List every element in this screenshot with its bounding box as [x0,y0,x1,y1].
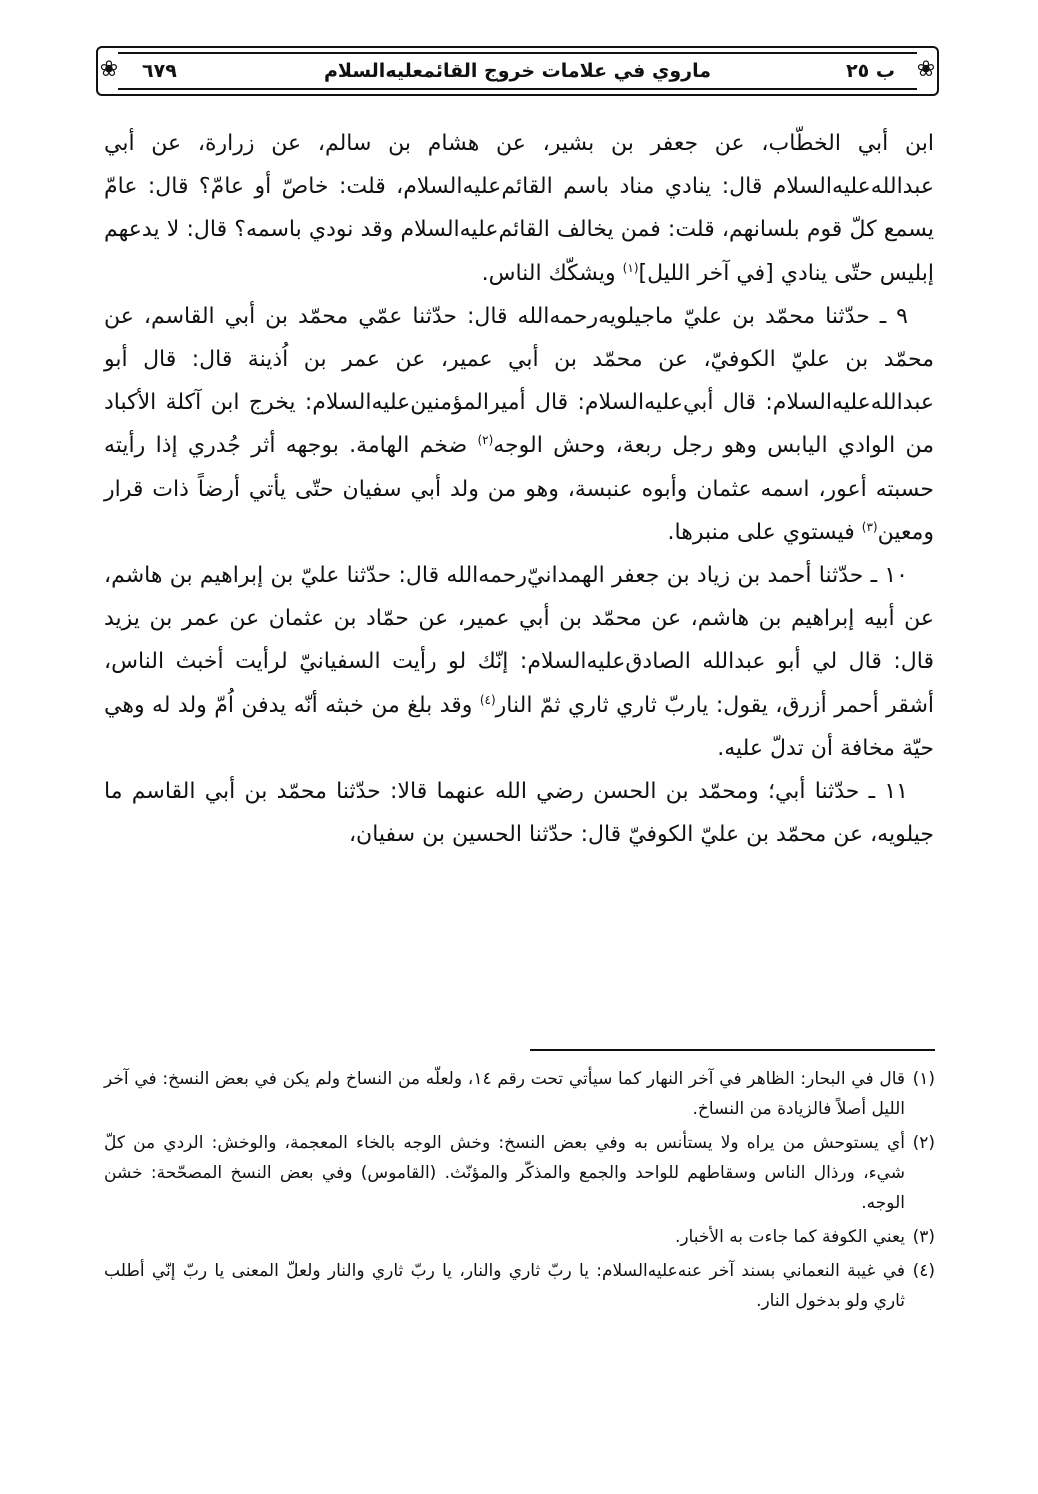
footnote-number: (١) [912,1069,935,1089]
hadith-11: ١١ ـ حدّثنا أبي؛ ومحمّد بن الحسن رضي الله عنهما قالا: حدّثنا محمّد بن أبي القاسم ما جيلويه، عن محمّد بن عليّ الكوفيّ قال: حدّثنا الحسين بن سفيان، [104,779,934,848]
footnote-number: (٢) [912,1133,935,1153]
footnote-separator [530,1049,935,1051]
footnote-ref-2[interactable]: (٢) [477,433,494,448]
page-number: ٦٧٩ [142,60,177,82]
footnote-2 [104,1128,935,1218]
main-text [104,122,934,856]
footnote-text: في غيبة النعماني بسند آخر عنه‌عليه‌السلام: يا ربّ ثاري والنار، يا ربّ ثاري والنار ولعلّ المعنى يا ربّ إنّي أطلب ثاري ولو بدخول النار. [104,1261,905,1311]
footnote-text: أي يستوحش من يراه ولا يستأنس به وفي بعض النسخ: وخش الوجه بالخاء المعجمة، والوخش: الردي من كلّ شيء، ورذال الناس وسقاطهم للواحد والجمع والمذكّر والمؤنّث. (القاموس) وفي بعض النسخ المصحّحة: خشن الوجه. [104,1133,905,1213]
footnotes [104,1064,935,1320]
header-ornament-left-icon: ❀ [99,57,119,82]
hadith-10: ١٠ ـ حدّثنا أحمد بن زياد بن جعفر الهمدانيّ‌رحمه‌الله قال: حدّثنا عليّ بن إبراهيم بن هاشم، عن أبيه إبراهيم بن هاشم، عن محمّد بن أبي عمير، عن حمّاد بن عثمان عن عمر بن يزيد قال: قال لي أبو عبدالله الصادق‌عليه‌السلام: إنّك لو رأيت السفيانيّ لرأيت أخبث الناس، أشقر أحمر أزرق، يقول: ياربّ ثاري ثاري ثمّ النار$^{(٤)}$ وقد بلغ من خبثه أنّه يدفن اُمّ ولد له وهي حيّة مخافة أن تدلّ عليه. [104,563,935,761]
paragraph-continuation: ابن أبي الخطّاب، عن جعفر بن بشير، عن هشام بن سالم، عن زرارة، عن أبي عبدالله‌عليه‌السلام قال: ينادي مناد باسم القائم‌عليه‌السلام، قلت: خاصّ أو عامّ؟ قال: عامّ يسمع كلّ قوم بلسانهم، قلت: فمن يخالف القائم‌عليه‌السلام وقد نودي باسمه؟ قال: لا يدعهم إبليس حتّى ينادي [في آخر الليل]$^{(١)}$ ويشكّك الناس. [104,131,934,286]
running-title: ماروي في علامات خروج القائمعليه‌السلام [323,60,712,82]
header-ornament-right-icon: ❀ [916,57,936,82]
footnote-text: قال في البحار: الظاهر في آخر النهار كما سيأتي تحت رقم ١٤، ولعلّه من النساخ ولم يكن في بعض النسخ: في آخر الليل أصلاً فالزيادة من النساخ. [104,1069,905,1119]
footnote-ref-3[interactable]: (٣) [861,519,878,534]
footnote-number: (٤) [912,1261,935,1281]
footnote-number: (٣) [912,1227,935,1247]
footnote-4 [104,1256,935,1316]
footnote-1 [104,1064,935,1124]
hadith-9: ٩ ـ حدّثنا محمّد بن عليّ ماجيلويه‌رحمه‌الله قال: حدّثنا عمّي محمّد بن أبي القاسم، عن محمّد بن عليّ الكوفيّ، عن محمّد بن أبي عمير، عن عمر بن اُذينة قال: قال أبو عبدالله‌عليه‌السلام: قال أبي‌عليه‌السلام: قال أميرالمؤمنين‌عليه‌السلام: يخرج ابن آكلة الأكباد من الوادي اليابس وهو رجل ربعة، وحش الوجه$^{(٢)}$ ضخم الهامة. بوجهه أثر جُدري إذا رأيته حسبته أعور، اسمه عثمان وأبوه عنبسة، وهو من ولد أبي سفيان حتّى يأتي أرضاً ذات قرار ومعين$^{(٣)}$ فيستوي على منبرها. [104,303,934,545]
footnote-3 [104,1222,935,1252]
footnote-text: يعني الكوفة كما جاءت به الأخبار. [674,1227,905,1247]
running-header [96,46,939,96]
footnote-ref-1[interactable]: (١) [622,260,639,275]
chapter-label: ب ٢٥ [846,60,895,82]
footnote-ref-4[interactable]: (٤) [479,692,496,707]
